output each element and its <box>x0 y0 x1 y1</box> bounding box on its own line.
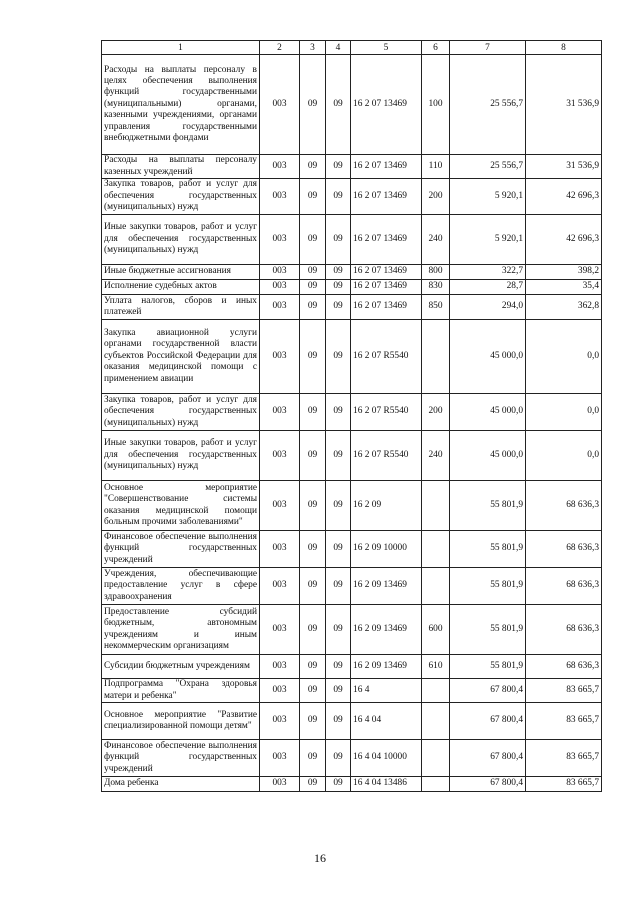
table-row <box>102 703 602 740</box>
row-amount-year1: 322,7 <box>450 265 526 280</box>
row-section: 09 <box>300 531 326 568</box>
row-section: 09 <box>300 155 326 179</box>
row-subsection: 09 <box>326 215 351 265</box>
row-name: Исполнение судебных актов <box>102 280 260 295</box>
table-row <box>102 215 602 265</box>
row-section: 09 <box>300 265 326 280</box>
column-number: 8 <box>526 41 602 55</box>
row-target-article: 16 4 <box>351 679 422 703</box>
row-expense-type: 100 <box>422 55 450 155</box>
column-number: 4 <box>326 41 351 55</box>
row-subsection: 09 <box>326 320 351 394</box>
row-target-article: 16 2 09 13469 <box>351 568 422 605</box>
row-subsection: 09 <box>326 431 351 481</box>
row-name: Подпрограмма "Охрана здоровья матери и ребенка" <box>102 679 260 703</box>
table-row <box>102 481 602 531</box>
row-name: Иные бюджетные ассигнования <box>102 265 260 280</box>
row-code-admin: 003 <box>260 655 300 679</box>
column-number: 1 <box>102 41 260 55</box>
row-code-admin: 003 <box>260 431 300 481</box>
row-subsection: 09 <box>326 568 351 605</box>
row-amount-year2: 68 636,3 <box>526 605 602 655</box>
row-section: 09 <box>300 215 326 265</box>
row-code-admin: 003 <box>260 531 300 568</box>
row-target-article: 16 2 09 13469 <box>351 655 422 679</box>
row-name: Субсидии бюджетным учреждениям <box>102 655 260 679</box>
row-section: 09 <box>300 320 326 394</box>
column-number: 3 <box>300 41 326 55</box>
table-row <box>102 531 602 568</box>
row-amount-year1: 5 920,1 <box>450 179 526 215</box>
row-expense-type <box>422 679 450 703</box>
row-expense-type: 200 <box>422 394 450 431</box>
row-code-admin: 003 <box>260 320 300 394</box>
column-number: 7 <box>450 41 526 55</box>
row-amount-year1: 55 801,9 <box>450 568 526 605</box>
row-subsection: 09 <box>326 481 351 531</box>
row-amount-year1: 25 556,7 <box>450 55 526 155</box>
row-target-article: 16 4 04 10000 <box>351 740 422 777</box>
row-expense-type: 110 <box>422 155 450 179</box>
row-amount-year1: 55 801,9 <box>450 655 526 679</box>
row-code-admin: 003 <box>260 215 300 265</box>
row-expense-type: 850 <box>422 295 450 320</box>
row-code-admin: 003 <box>260 703 300 740</box>
row-expense-type: 240 <box>422 215 450 265</box>
row-subsection: 09 <box>326 265 351 280</box>
row-amount-year1: 55 801,9 <box>450 531 526 568</box>
row-code-admin: 003 <box>260 394 300 431</box>
table-row <box>102 155 602 179</box>
row-amount-year1: 67 800,4 <box>450 740 526 777</box>
row-name: Иные закупки товаров, работ и услуг для обеспечения государственных (муниципальных) нужд <box>102 431 260 481</box>
row-name: Закупка товаров, работ и услуг для обеспечения государственных (муниципальных) нужд <box>102 394 260 431</box>
row-amount-year2: 83 665,7 <box>526 703 602 740</box>
row-name: Закупка авиационной услуги органами государственной власти субъектов Российской Федерации для оказания медицинской помощи с применением авиации <box>102 320 260 394</box>
table-row <box>102 740 602 777</box>
row-name: Учреждения, обеспечивающие предоставление услуг в сфере здравоохранения <box>102 568 260 605</box>
row-code-admin: 003 <box>260 605 300 655</box>
row-expense-type: 600 <box>422 605 450 655</box>
row-section: 09 <box>300 394 326 431</box>
row-target-article: 16 2 07 13469 <box>351 155 422 179</box>
column-number: 2 <box>260 41 300 55</box>
row-expense-type <box>422 703 450 740</box>
row-amount-year2: 83 665,7 <box>526 679 602 703</box>
row-target-article: 16 2 07 13469 <box>351 55 422 155</box>
table-row <box>102 280 602 295</box>
row-target-article: 16 4 04 <box>351 703 422 740</box>
row-subsection: 09 <box>326 280 351 295</box>
row-name: Основное мероприятие "Совершенствование системы оказания медицинской помощи больным прочими заболеваниями" <box>102 481 260 531</box>
row-code-admin: 003 <box>260 481 300 531</box>
row-amount-year2: 398,2 <box>526 265 602 280</box>
column-number: 5 <box>351 41 422 55</box>
row-expense-type <box>422 531 450 568</box>
row-amount-year1: 55 801,9 <box>450 481 526 531</box>
row-target-article: 16 2 09 10000 <box>351 531 422 568</box>
row-code-admin: 003 <box>260 55 300 155</box>
row-amount-year2: 42 696,3 <box>526 215 602 265</box>
table-row <box>102 605 602 655</box>
row-section: 09 <box>300 568 326 605</box>
row-expense-type: 240 <box>422 431 450 481</box>
row-code-admin: 003 <box>260 155 300 179</box>
row-target-article: 16 2 09 13469 <box>351 605 422 655</box>
table-row <box>102 679 602 703</box>
row-name: Дома ребенка <box>102 777 260 792</box>
column-number: 6 <box>422 41 450 55</box>
row-amount-year1: 67 800,4 <box>450 703 526 740</box>
row-expense-type: 800 <box>422 265 450 280</box>
row-code-admin: 003 <box>260 679 300 703</box>
row-code-admin: 003 <box>260 295 300 320</box>
row-name: Расходы на выплаты персоналу казенных учреждений <box>102 155 260 179</box>
row-name: Финансовое обеспечение выполнения функций государственных учреждений <box>102 531 260 568</box>
row-code-admin: 003 <box>260 740 300 777</box>
row-expense-type <box>422 481 450 531</box>
row-amount-year1: 45 000,0 <box>450 320 526 394</box>
table-row <box>102 295 602 320</box>
row-section: 09 <box>300 295 326 320</box>
row-expense-type <box>422 568 450 605</box>
row-expense-type: 830 <box>422 280 450 295</box>
row-target-article: 16 2 09 <box>351 481 422 531</box>
row-amount-year2: 83 665,7 <box>526 740 602 777</box>
row-section: 09 <box>300 605 326 655</box>
row-target-article: 16 2 07 13469 <box>351 179 422 215</box>
table-row <box>102 179 602 215</box>
table-row <box>102 568 602 605</box>
row-amount-year2: 42 696,3 <box>526 179 602 215</box>
row-amount-year2: 31 536,9 <box>526 55 602 155</box>
budget-table <box>101 40 602 792</box>
row-amount-year1: 28,7 <box>450 280 526 295</box>
row-subsection: 09 <box>326 703 351 740</box>
row-subsection: 09 <box>326 605 351 655</box>
row-name: Расходы на выплаты персоналу в целях обеспечения выполнения функций государственными (муниципальными) органами, казенными учреждениями, органами управления государственными внебюджетными фондами <box>102 55 260 155</box>
row-code-admin: 003 <box>260 280 300 295</box>
row-section: 09 <box>300 55 326 155</box>
table-row <box>102 777 602 792</box>
row-amount-year1: 67 800,4 <box>450 679 526 703</box>
row-subsection: 09 <box>326 655 351 679</box>
page-number: 16 <box>314 851 326 865</box>
row-amount-year1: 294,0 <box>450 295 526 320</box>
row-section: 09 <box>300 655 326 679</box>
row-name: Финансовое обеспечение выполнения функций государственных учреждений <box>102 740 260 777</box>
row-expense-type <box>422 320 450 394</box>
row-target-article: 16 2 07 13469 <box>351 280 422 295</box>
row-name: Основное мероприятие "Развитие специализированной помощи детям" <box>102 703 260 740</box>
row-amount-year2: 68 636,3 <box>526 568 602 605</box>
row-target-article: 16 4 04 13486 <box>351 777 422 792</box>
row-section: 09 <box>300 481 326 531</box>
row-subsection: 09 <box>326 740 351 777</box>
table-row <box>102 265 602 280</box>
row-expense-type: 200 <box>422 179 450 215</box>
row-target-article: 16 2 07 R5540 <box>351 394 422 431</box>
table-row <box>102 55 602 155</box>
row-subsection: 09 <box>326 179 351 215</box>
row-expense-type <box>422 740 450 777</box>
row-amount-year1: 5 920,1 <box>450 215 526 265</box>
row-amount-year1: 45 000,0 <box>450 394 526 431</box>
row-subsection: 09 <box>326 155 351 179</box>
row-expense-type <box>422 777 450 792</box>
row-section: 09 <box>300 777 326 792</box>
row-subsection: 09 <box>326 777 351 792</box>
row-amount-year2: 35,4 <box>526 280 602 295</box>
row-section: 09 <box>300 280 326 295</box>
row-name: Иные закупки товаров, работ и услуг для обеспечения государственных (муниципальных) нужд <box>102 215 260 265</box>
row-amount-year2: 0,0 <box>526 431 602 481</box>
row-section: 09 <box>300 679 326 703</box>
row-amount-year1: 25 556,7 <box>450 155 526 179</box>
row-expense-type: 610 <box>422 655 450 679</box>
row-section: 09 <box>300 703 326 740</box>
table-row <box>102 394 602 431</box>
row-subsection: 09 <box>326 679 351 703</box>
row-name: Предоставление субсидий бюджетным, автономным учреждениям и иным некоммерческим организациям <box>102 605 260 655</box>
row-amount-year2: 68 636,3 <box>526 481 602 531</box>
row-amount-year2: 68 636,3 <box>526 531 602 568</box>
row-code-admin: 003 <box>260 568 300 605</box>
row-amount-year2: 31 536,9 <box>526 155 602 179</box>
row-name: Закупка товаров, работ и услуг для обеспечения государственных (муниципальных) нужд <box>102 179 260 215</box>
row-amount-year2: 83 665,7 <box>526 777 602 792</box>
row-amount-year1: 67 800,4 <box>450 777 526 792</box>
row-target-article: 16 2 07 13469 <box>351 265 422 280</box>
row-name: Уплата налогов, сборов и иных платежей <box>102 295 260 320</box>
row-amount-year2: 362,8 <box>526 295 602 320</box>
row-section: 09 <box>300 431 326 481</box>
row-amount-year1: 45 000,0 <box>450 431 526 481</box>
row-target-article: 16 2 07 R5540 <box>351 320 422 394</box>
row-code-admin: 003 <box>260 777 300 792</box>
table-header-row <box>102 41 602 55</box>
row-amount-year2: 68 636,3 <box>526 655 602 679</box>
table-row <box>102 655 602 679</box>
row-subsection: 09 <box>326 394 351 431</box>
row-target-article: 16 2 07 13469 <box>351 295 422 320</box>
row-section: 09 <box>300 179 326 215</box>
row-code-admin: 003 <box>260 265 300 280</box>
row-amount-year2: 0,0 <box>526 394 602 431</box>
row-subsection: 09 <box>326 531 351 568</box>
row-subsection: 09 <box>326 55 351 155</box>
row-amount-year2: 0,0 <box>526 320 602 394</box>
row-target-article: 16 2 07 R5540 <box>351 431 422 481</box>
table-row <box>102 320 602 394</box>
row-amount-year1: 55 801,9 <box>450 605 526 655</box>
row-code-admin: 003 <box>260 179 300 215</box>
table-row <box>102 431 602 481</box>
row-target-article: 16 2 07 13469 <box>351 215 422 265</box>
row-section: 09 <box>300 740 326 777</box>
row-subsection: 09 <box>326 295 351 320</box>
